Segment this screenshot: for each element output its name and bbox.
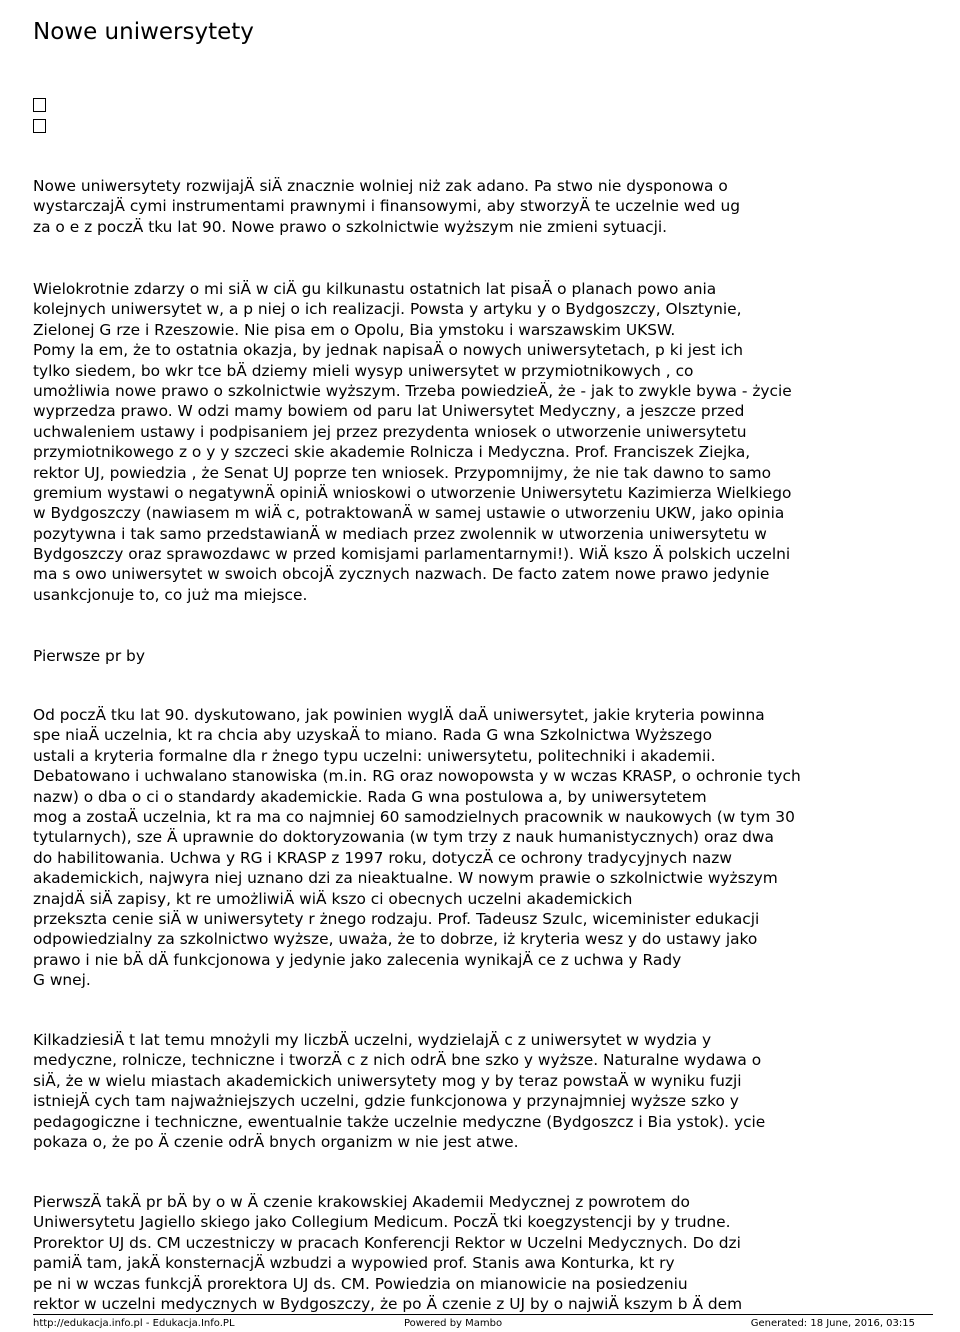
- text-line: usankcjonuje to, co już ma miejsce.: [33, 585, 308, 604]
- page-title: Nowe uniwersytety: [33, 19, 254, 45]
- text-line: pozytywna i tak samo przedstawianÄ w mediach przez zwolennik w utworzenia uniwersytetu w: [33, 524, 767, 543]
- paragraph-mergers: [33, 1030, 933, 1152]
- text-line: Zielonej G rze i Rzeszowie. Nie pisa em o Opolu, Bia ymstoku i warszawskim UKSW.: [33, 320, 676, 339]
- text-line: przymiotnikowego z o y y szczeci skie akademie Rolnicza i Medyczna. Prof. Franciszek Ziejka,: [33, 443, 751, 462]
- text-line: mog a zostaÄ uczelnia, kt ra ma co najmniej 60 samodzielnych pracownik w naukowych (w tym 30: [33, 807, 795, 826]
- text-line: tylko siedem, bo wkr tce bÄ dziemy mieli wysyp uniwersytet w przymiotnikowych , co: [33, 361, 694, 380]
- text-line: za o e z poczÄ tku lat 90. Nowe prawo o szkolnictwie wyższym nie zmieni sytuacji.: [33, 217, 668, 236]
- text-line: pedagogiczne i techniczne, ewentualnie także uczelnie medyczne (Bydgoszcz i Bia ystok). ycie: [33, 1112, 766, 1131]
- section-heading-pierwsze-proby: [33, 646, 933, 666]
- footer-source-link[interactable]: http://edukacja.info.pl - Edukacja.Info.PL: [33, 1318, 235, 1329]
- text-line: Pomy la em, że to ostatnia okazja, by jednak napisaÄ o nowych uniwersytetach, p ki jest ich: [33, 341, 743, 360]
- text-line: tytularnych), sze Ä uprawnie do doktoryzowania (w tym trzy z nauk humanistycznych) oraz dwa: [33, 828, 774, 847]
- text-line: PierwszÄ takÄ pr bÄ by o w Ä czenie krakowskiej Akademii Medycznej z powrotem do: [33, 1193, 690, 1211]
- footer-powered-by: Powered by Mambo: [404, 1318, 503, 1329]
- page-footer: [0, 1314, 960, 1332]
- text-line: w Bydgoszczy (nawiasem m wiÄ c, potraktowanÄ w samej ustawie o utworzeniu UKW, jako opinia: [33, 504, 785, 523]
- text-line: rektor w uczelni medycznych w Bydgoszczy, że po Ä czenie z UJ by o najwiÄ kszym b Ä dem: [33, 1294, 743, 1313]
- text-line: Bydgoszczy oraz sprawozdawc w przed komisjami parlamentarnymi!). WiÄ kszo Ä polskich uczelni: [33, 545, 791, 564]
- text-line: ma s owo uniwersytet w swoich obcojÄ zycznych nazwach. De facto zatem nowe prawo jedynie: [33, 565, 770, 584]
- text-line: medyczne, rolnicze, techniczne i tworzÄ c z nich odrÄ bne szko y wyższe. Naturalne wydawa o: [33, 1051, 762, 1070]
- text-line: nazw) o dba o ci o standardy akademickie. Rada G wna postulowa a, by uniwersytetem: [33, 787, 707, 806]
- missing-glyph-box: [33, 119, 46, 133]
- text-line: rektor UJ, powiedzia , że Senat UJ poprze ten wniosek. Przypomnijmy, że nie tak dawno to samo: [33, 463, 772, 482]
- text-line: do habilitowania. Uchwa y RG i KRASP z 1997 roku, dotyczÄ ce ochrony tradycyjnych nazw: [33, 848, 732, 867]
- footer-divider: [33, 1314, 933, 1315]
- footer-generated-date: Generated: 18 June, 2016, 03:15: [750, 1318, 915, 1329]
- paragraph-intro: [33, 176, 933, 237]
- text-line: akademickich, najwyra niej uznano dzi za nieaktualne. W nowym prawie o szkolnictwie wyższym: [33, 869, 778, 888]
- text-line: siÄ, że w wielu miastach akademickich uniwersytety mog y by teraz powstaÄ w wyniku fuzji: [33, 1071, 742, 1090]
- text-line: gremium wystawi o negatywnÄ opiniÄ wnioskowi o utworzenie Uniwersytetu Kazimierza Wielkiego: [33, 483, 792, 502]
- text-line: Od poczÄ tku lat 90. dyskutowano, jak powinien wyglÄ daÄ uniwersytet, jakie kryteria powinna: [33, 706, 765, 724]
- text-line: pe ni w wczas funkcjÄ prorektora UJ ds. CM. Powiedzia on mianowicie na posiedzeniu: [33, 1274, 688, 1293]
- text-line: wyprzedza prawo. W odzi mamy bowiem od paru lat Uniwersytet Medyczny, a jeszcze przed: [33, 402, 745, 421]
- text-line: umożliwia nowe prawo o szkolnictwie wyższym. Trzeba powiedzieÄ, że - jak to zwykle bywa - życie: [33, 381, 792, 400]
- text-line: KilkadziesiÄ t lat temu mnożyli my liczbÄ uczelni, wydzielajÄ c z uniwersytet w wydzia y: [33, 1031, 712, 1049]
- text-line: Prorektor UJ ds. CM uczestniczy w pracach Konferencji Rektor w Uczelni Medycznych. Do dzi: [33, 1233, 741, 1252]
- paragraph-background: [33, 279, 933, 605]
- text-line: Uniwersytetu Jagiello skiego jako Collegium Medicum. PoczÄ tki koegzystencji by y trudne.: [33, 1213, 731, 1232]
- text-line: G wnej.: [33, 971, 91, 990]
- text-line: przekszta cenie siÄ w uniwersytety r żnego rodzaju. Prof. Tadeusz Szulc, wiceminister edukacji: [33, 909, 760, 928]
- text-line: istniejÄ cych tam najważniejszych uczelni, gdzie funkcjonowa y przynajmniej wyższe szko y: [33, 1092, 739, 1111]
- paragraph-krakow: [33, 1192, 933, 1314]
- text-line: ustali a kryteria formalne dla r żnego typu uczelni: uniwersytetu, politechniki i akademii.: [33, 746, 716, 765]
- text-line: pokaza o, że po Ä czenie odrÄ bnych organizm w nie jest atwe.: [33, 1132, 519, 1151]
- text-line: Pierwsze pr by: [33, 647, 145, 665]
- text-line: prawo i nie bÄ dÄ funkcjonowa y jedynie jako zalecenia wynikajÄ ce z uchwa y Rady: [33, 950, 682, 969]
- text-line: Debatowano i uchwalano stanowiska (m.in. RG oraz nowopowsta y w wczas KRASP, o ochronie tych: [33, 767, 801, 786]
- missing-glyph-box: [33, 98, 46, 112]
- text-line: Nowe uniwersytety rozwijajÄ siÄ znacznie wolniej niż zak adano. Pa stwo nie dysponowa o: [33, 177, 728, 195]
- text-line: kolejnych uniwersytet w, a p niej o ich realizacji. Powsta y artyku y o Bydgoszczy, Olsztynie,: [33, 300, 742, 319]
- text-line: pamiÄ tam, jakÄ konsternacjÄ wzbudzi a wypowied prof. Stanis awa Konturka, kt ry: [33, 1254, 675, 1273]
- text-line: Wielokrotnie zdarzy o mi siÄ w ciÄ gu kilkunastu ostatnich lat pisaÄ o planach powo ania: [33, 280, 717, 298]
- text-line: znajdÄ siÄ zapisy, kt re umożliwiÄ wiÄ kszo ci obecnych uczelni akademickich: [33, 889, 633, 908]
- text-line: uchwaleniem ustawy i podpisaniem jej przez prezydenta wniosek o utworzenie uniwersytetu: [33, 422, 747, 441]
- text-line: odpowiedzialny za szkolnictwo wyższe, uważa, że to dobrze, iż kryteria wesz y do ustawy jako: [33, 930, 758, 949]
- text-line: spe niaÄ uczelnia, kt ra chcia aby uzyskaÄ to miano. Rada G wna Szkolnictwa Wyższego: [33, 726, 713, 745]
- paragraph-criteria: [33, 705, 933, 990]
- text-line: wystarczajÄ cymi instrumentami prawnymi i finansowymi, aby stworzyÄ te uczelnie wed ug: [33, 197, 740, 216]
